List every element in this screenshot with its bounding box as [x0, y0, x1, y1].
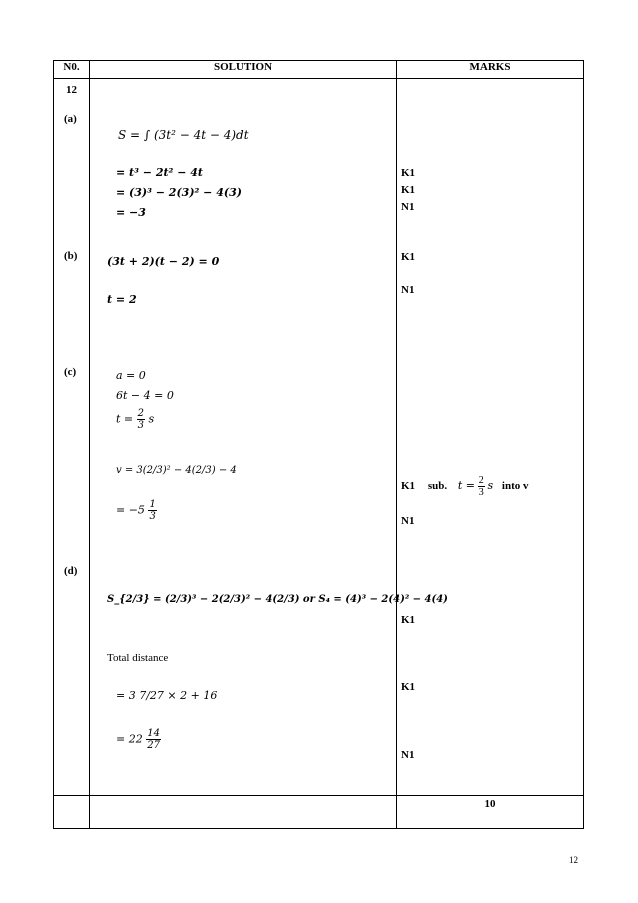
mark-c-k1-row: [401, 475, 528, 498]
solution-a-line4: = −3: [116, 206, 146, 219]
mark-d-1: K1: [401, 614, 416, 626]
header-solution: SOLUTION: [90, 61, 397, 79]
total-marks: 10: [397, 796, 584, 829]
solution-b-line2: t = 2: [107, 293, 137, 306]
solution-d-line1: S_{2/3} = (2/3)³ − 2(2/3)² − 4(2/3) or S₄ = (4)³ − 2(4)² − 4(4): [107, 594, 448, 605]
solution-c-line3: [116, 408, 154, 431]
fraction-numerator: 2: [478, 475, 484, 486]
fraction-numerator: 1: [149, 499, 156, 510]
mark-a-3: N1: [401, 201, 415, 213]
one-third-fraction: [148, 499, 156, 522]
marks-column: [397, 79, 584, 796]
total-solution-cell: [90, 796, 397, 829]
solution-c-line5: [116, 499, 157, 522]
fraction-denominator: 27: [147, 740, 160, 751]
solution-d-total-value: = 22: [116, 732, 143, 746]
part-c-label: (c): [64, 366, 77, 378]
part-a-label: (a): [64, 113, 77, 125]
mark-c-k1: K1: [401, 480, 416, 493]
part-d-label: (d): [64, 565, 78, 577]
fraction-denominator: 3: [478, 487, 484, 498]
solution-d-line3: = 3 7/27 × 2 + 16: [116, 689, 218, 702]
solution-d-line4: [116, 728, 161, 751]
no-column: [54, 79, 90, 796]
mark-d-3: N1: [401, 749, 415, 761]
solution-a-line3: = (3)³ − 2(3)² − 4(3): [116, 186, 242, 199]
fraction-denominator: 3: [137, 420, 145, 431]
solution-c-line2: 6t − 4 = 0: [116, 389, 174, 402]
solution-c-t-equals: t =: [116, 412, 134, 426]
marking-scheme-table: [53, 60, 584, 829]
mark-c-note-prefix: sub.: [427, 480, 448, 493]
solution-a-line2: = t³ − 2t² − 4t: [116, 166, 203, 179]
fraction-numerator: 2: [137, 408, 145, 419]
solution-c-line1: a = 0: [116, 369, 146, 382]
part-b-label: (b): [64, 250, 78, 262]
mark-c-note-suffix: into v: [501, 480, 529, 493]
mark-b-1: K1: [401, 251, 416, 263]
solution-c-v-value: = −5: [116, 503, 145, 517]
mark-a-2: K1: [401, 184, 416, 196]
page-number: 12: [569, 855, 578, 865]
fourteen-over-twentyseven-fraction: [146, 728, 161, 751]
fraction-denominator: 3: [149, 511, 156, 522]
total-distance-label: Total distance: [107, 652, 169, 664]
mark-a-1: K1: [401, 167, 416, 179]
question-number: 12: [66, 84, 77, 96]
fraction-numerator: 14: [147, 728, 160, 739]
solution-c-line4: v = 3(2/3)² − 4(2/3) − 4: [116, 465, 237, 476]
mark-c-note-fraction: [478, 475, 485, 498]
total-no-cell: [54, 796, 90, 829]
table-header-row: [54, 61, 584, 79]
two-thirds-fraction: [137, 408, 145, 431]
total-row: [54, 796, 584, 829]
mark-c-n1: N1: [401, 515, 415, 527]
mark-c-note-unit: s: [487, 479, 494, 493]
seconds-unit: s: [148, 412, 155, 426]
question-row: [54, 79, 584, 796]
solution-a-line1: S = ∫ (3t² − 4t − 4)dt: [118, 128, 249, 142]
header-no: N0.: [54, 61, 90, 79]
header-marks: MARKS: [397, 61, 584, 79]
solution-b-line1: (3t + 2)(t − 2) = 0: [107, 255, 220, 268]
mark-b-2: N1: [401, 284, 415, 296]
mark-c-note-t: t =: [457, 479, 475, 493]
mark-d-2: K1: [401, 681, 416, 693]
